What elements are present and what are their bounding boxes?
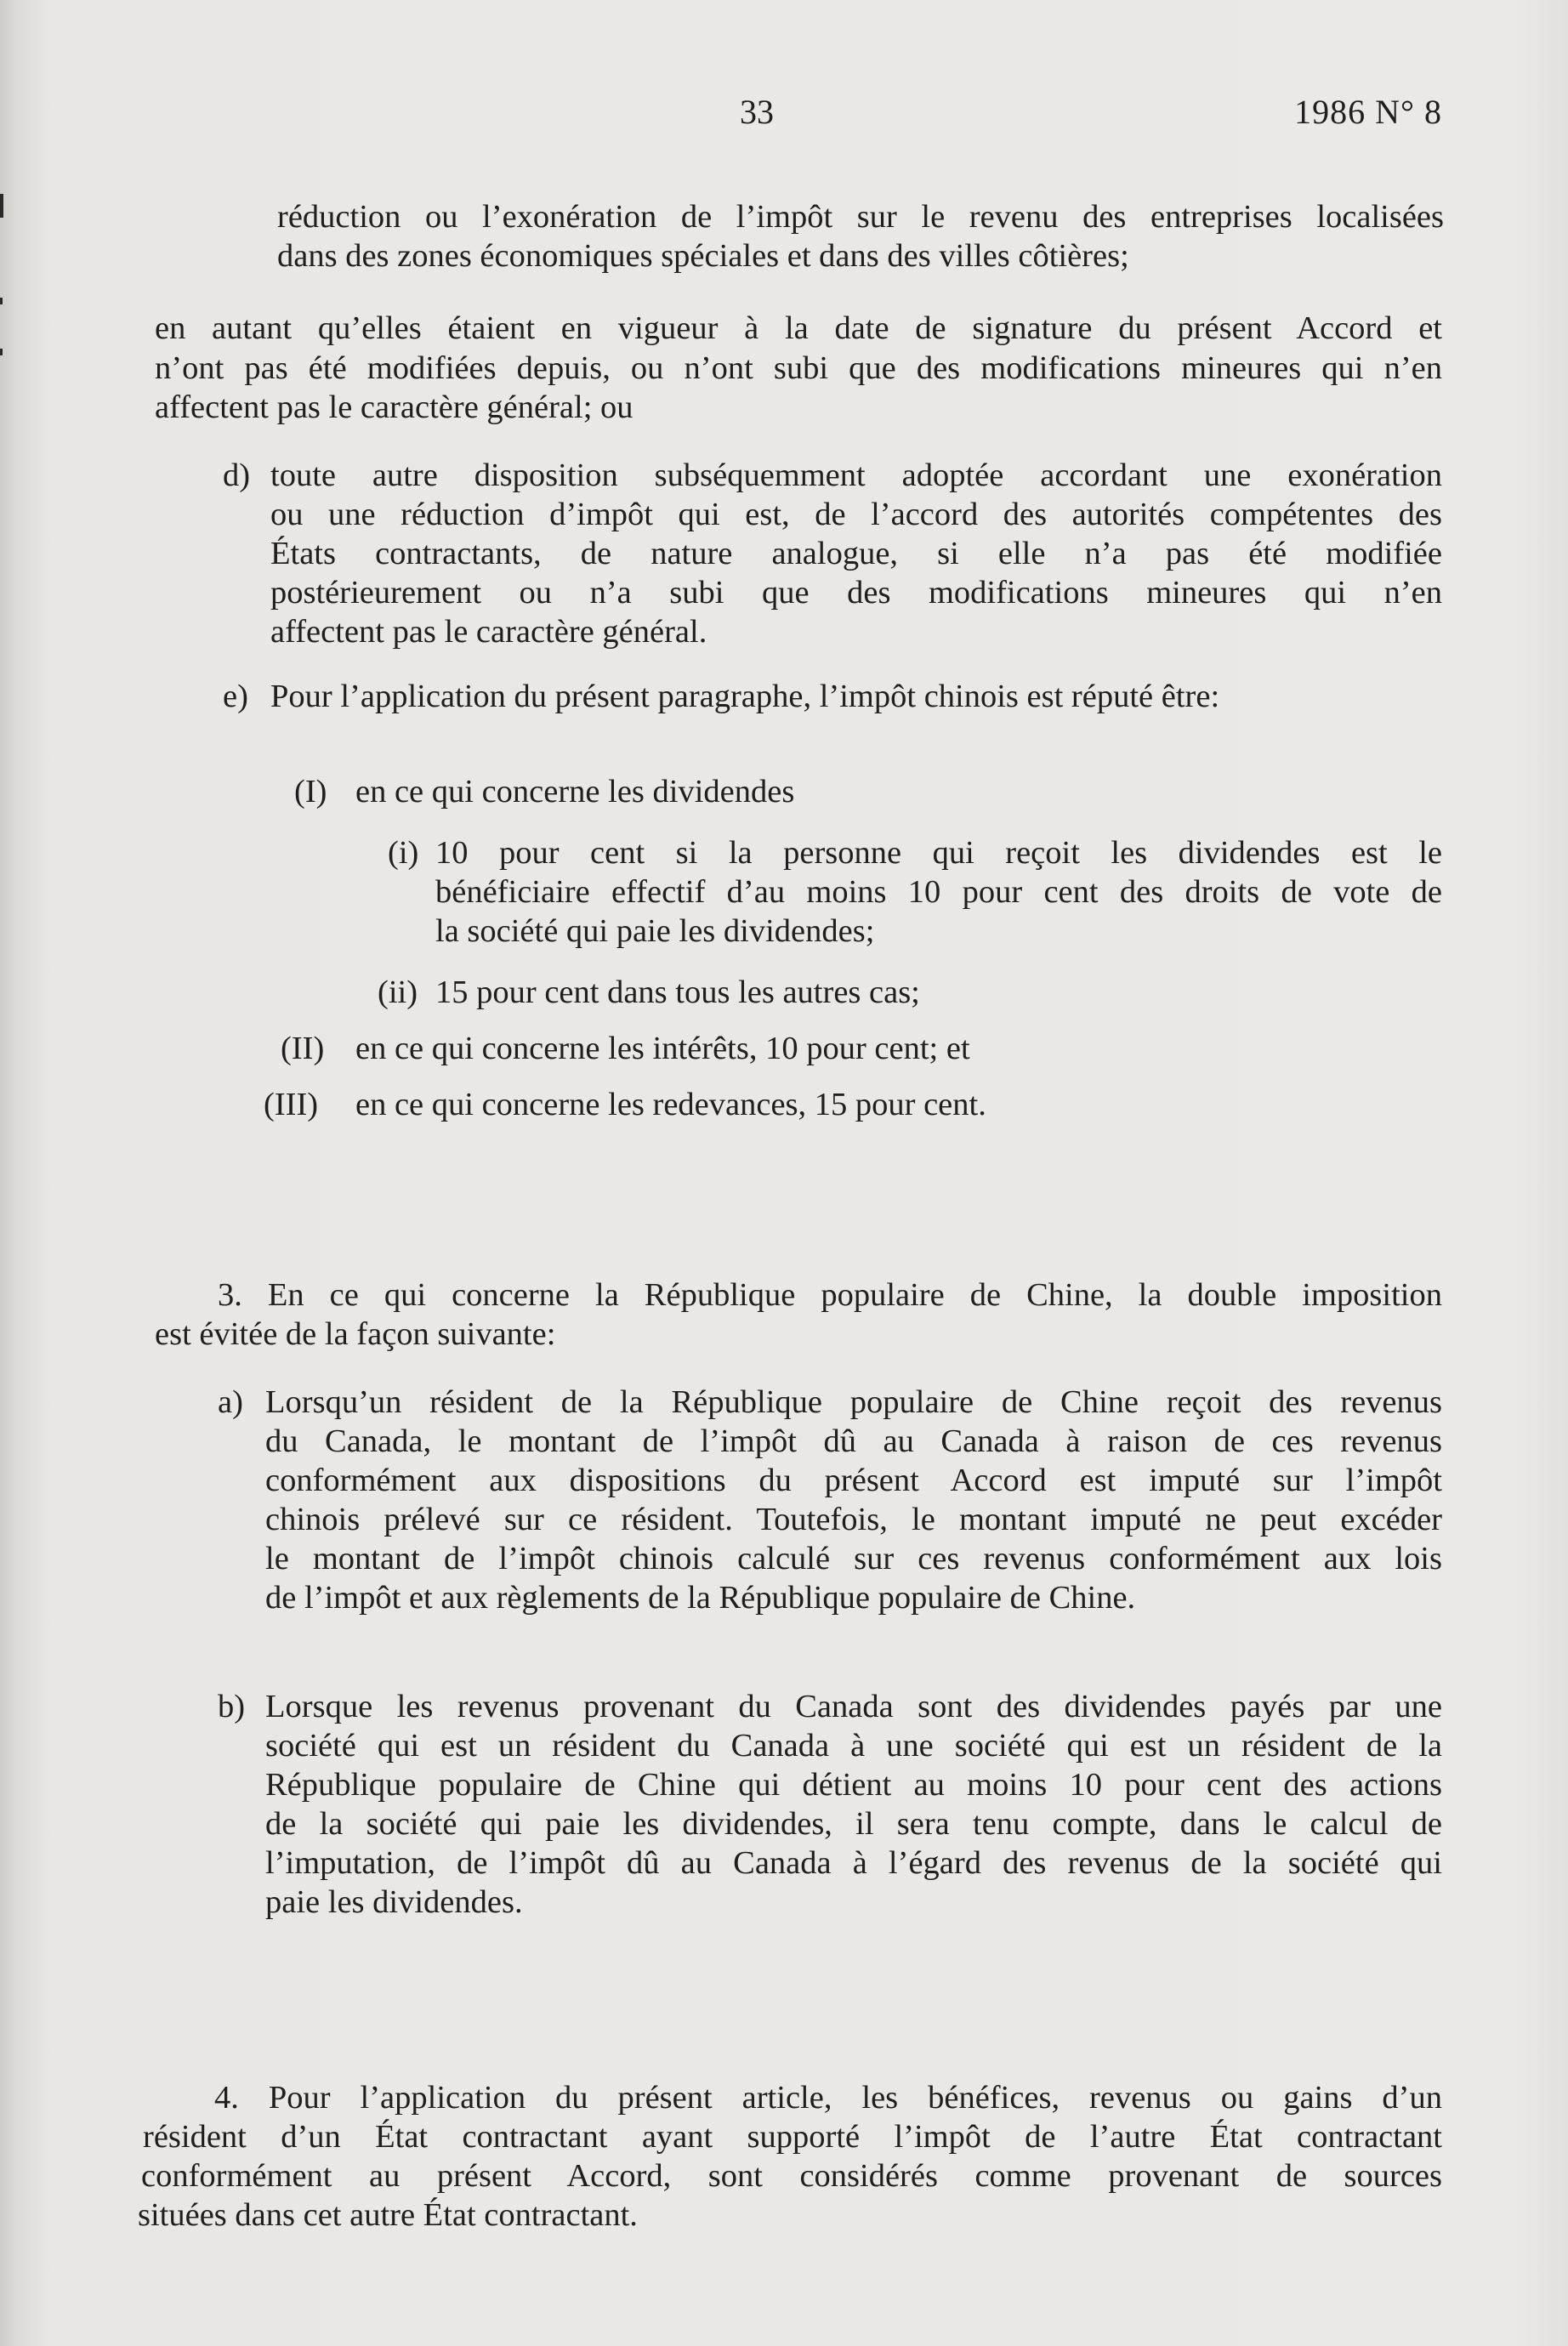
page-number: 33 xyxy=(740,93,774,131)
intro-line: dans des zones économiques spéciales et dans des villes côtières; xyxy=(277,238,1129,274)
paragraph-4-line: situées dans cet autre État contractant. xyxy=(138,2197,638,2233)
item-d-line: affectent pas le caractère général. xyxy=(270,614,707,650)
item-ii-text: 15 pour cent dans tous les autres cas; xyxy=(435,974,920,1010)
paragraph-line: en autant qu’elles étaient en vigueur à la date de signature du présent Accord et xyxy=(155,310,1442,346)
item-II-label: (II) xyxy=(281,1031,325,1066)
item-a-line: du Canada, le montant de l’impôt dû au Canada à raison de ces revenus xyxy=(265,1423,1442,1459)
item-a-line: le montant de l’impôt chinois calculé sur ces revenus conformément aux lois xyxy=(265,1541,1442,1576)
item-a-label: a) xyxy=(218,1384,243,1420)
item-b-line: de la société qui paie les dividendes, il sera tenu compte, dans le calcul de xyxy=(265,1806,1442,1842)
item-d-line: toute autre disposition subséquemment adoptée accordant une exonération xyxy=(270,457,1442,493)
paragraph-line: affectent pas le caractère général; ou xyxy=(155,389,633,425)
paragraph-line: n’ont pas été modifiées depuis, ou n’ont subi que des modifications mineures qui n’en xyxy=(155,350,1442,386)
item-i-line: la société qui paie les dividendes; xyxy=(435,913,875,949)
item-II-text: en ce qui concerne les intérêts, 10 pour cent; et xyxy=(355,1031,970,1066)
paragraph-3-line: 3. En ce qui concerne la République populaire de Chine, la double imposition xyxy=(218,1277,1442,1313)
item-I-label: (I) xyxy=(294,774,327,809)
item-a-line: Lorsqu’un résident de la République populaire de Chine reçoit des revenus xyxy=(265,1384,1442,1420)
paragraph-4-line: résident d’un État contractant ayant supporté l’impôt de l’autre État contractant xyxy=(143,2119,1442,2155)
item-ii-label: (ii) xyxy=(378,974,418,1010)
item-i-line: 10 pour cent si la personne qui reçoit les dividendes est le xyxy=(435,835,1442,871)
item-b-line: paie les dividendes. xyxy=(265,1884,523,1920)
item-e-label: e) xyxy=(223,679,248,714)
item-III-label: (III) xyxy=(264,1087,319,1122)
binding-edge-mark xyxy=(0,298,3,304)
binding-edge-mark xyxy=(0,194,3,218)
item-d-label: d) xyxy=(223,457,251,493)
item-b-line: société qui est un résident du Canada à une société qui est un résident de la xyxy=(265,1728,1442,1764)
paragraph-4-line: 4. Pour l’application du présent article, les bénéfices, revenus ou gains d’un xyxy=(214,2080,1442,2116)
item-i-line: bénéficiaire effectif d’au moins 10 pour cent des droits de vote de xyxy=(435,874,1442,910)
item-d-line: postérieurement ou n’a subi que des modifications mineures qui n’en xyxy=(270,575,1442,611)
intro-line: réduction ou l’exonération de l’impôt sur le revenu des entreprises localisées xyxy=(277,199,1444,235)
paragraph-3-line: est évitée de la façon suivante: xyxy=(155,1316,556,1352)
item-b-line: l’imputation, de l’impôt dû au Canada à l’égard des revenus de la société qui xyxy=(265,1845,1442,1881)
item-III-text: en ce qui concerne les redevances, 15 pour cent. xyxy=(355,1087,986,1122)
item-e-text: Pour l’application du présent paragraphe, l’impôt chinois est réputé être: xyxy=(270,679,1220,714)
item-b-line: République populaire de Chine qui détient au moins 10 pour cent des actions xyxy=(265,1767,1442,1803)
item-a-line: chinois prélevé sur ce résident. Toutefois, le montant imputé ne peut excéder xyxy=(265,1502,1442,1537)
item-d-line: ou une réduction d’impôt qui est, de l’accord des autorités compétentes des xyxy=(270,497,1442,532)
item-I-text: en ce qui concerne les dividendes xyxy=(355,774,795,809)
item-b-label: b) xyxy=(218,1689,246,1724)
item-a-line: de l’impôt et aux règlements de la République populaire de Chine. xyxy=(265,1580,1136,1616)
binding-edge-mark xyxy=(0,349,3,355)
paragraph-4-line: conformément au présent Accord, sont considérés comme provenant de sources xyxy=(141,2158,1442,2194)
item-d-line: États contractants, de nature analogue, si elle n’a pas été modifiée xyxy=(270,536,1442,571)
item-a-line: conformément aux dispositions du présent Accord est imputé sur l’impôt xyxy=(265,1463,1442,1498)
item-i-label: (i) xyxy=(388,835,419,871)
item-b-line: Lorsque les revenus provenant du Canada sont des dividendes payés par une xyxy=(265,1689,1442,1724)
issue-number: 1986 N° 8 xyxy=(1294,93,1442,131)
